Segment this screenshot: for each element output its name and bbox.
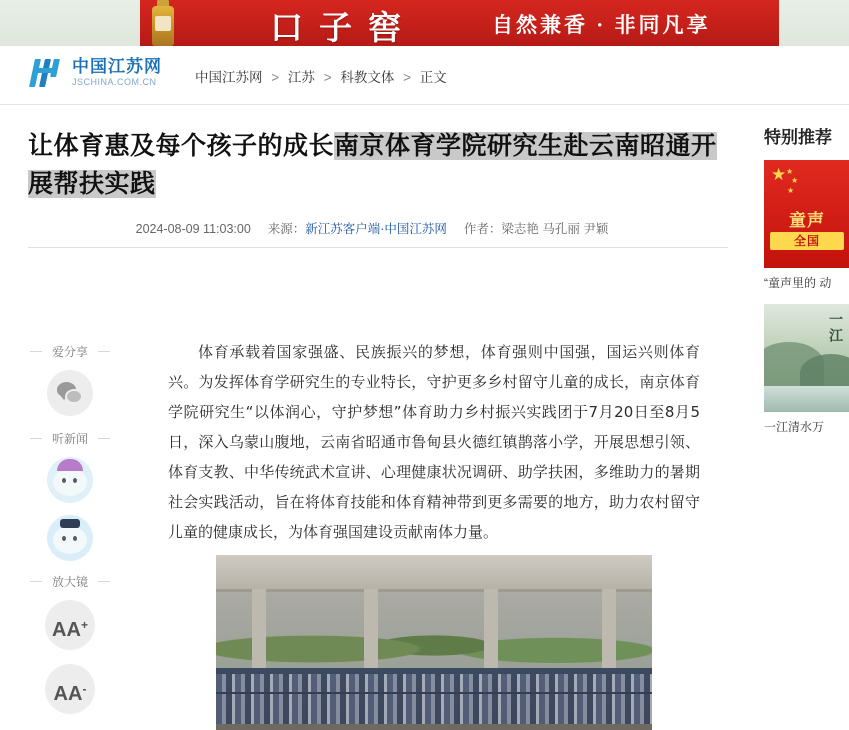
top-ad-banner[interactable] [0,0,849,46]
liquor-bottle-icon [150,0,176,46]
breadcrumb-item-0[interactable]: 中国江苏网 [195,70,263,85]
ad-subtitle: 自然兼香 · 非同凡享 [492,13,711,37]
zoom-section-title: 放大镜 [30,573,110,590]
article-photo [216,555,652,730]
font-decrease-label: AA [53,683,83,705]
source-value[interactable]: 新江苏客户端·中国江苏网 [305,222,447,236]
sidebar [760,105,849,436]
font-increase-button[interactable] [45,600,95,650]
breadcrumb [195,66,447,86]
font-increase-sign: + [80,618,88,632]
breadcrumb-item-1[interactable]: 江苏 [287,70,315,85]
font-increase-label: AA [52,619,81,641]
breadcrumb-item-3[interactable]: 正文 [419,70,447,85]
share-section-title: 爱分享 [30,343,110,360]
sidebar-thumb-text-0: 童声 [789,211,825,230]
ad-title: 口子窖 [270,11,417,46]
sidebar-caption-1[interactable]: 一江清水万 [764,420,825,434]
page-title [28,127,728,203]
logo-text-en: JSCHINA.COM.CN [72,77,157,87]
breadcrumb-sep-0: > [271,70,280,85]
headline-plain: 让体育惠及每个孩子的成长 [28,132,335,160]
headline-highlight: 南京体育学院研究生赴云南昭通开展帮扶实践 [28,132,717,198]
breadcrumb-sep-1: > [323,70,332,85]
font-decrease-sign: - [82,682,87,696]
wechat-icon [57,382,83,404]
sidebar-thumb-band-0: 全国 [770,232,844,250]
font-decrease-button[interactable] [45,664,95,714]
breadcrumb-sep-2: > [403,70,411,85]
sidebar-card-0[interactable] [764,160,849,292]
logo-text-cn: 中国江苏网 [72,57,162,76]
article-meta [0,219,744,237]
sidebar-thumb-scenic[interactable] [764,304,849,412]
author-value: 梁志艳 马孔丽 尹颖 [501,222,609,236]
ad-left-panel [0,0,140,46]
sidebar-title: 特别推荐 [764,128,832,147]
sidebar-thumb-flag[interactable]: ★ ★ ★ ★ 童声 全国 [764,160,849,268]
article-body [168,337,700,547]
site-logo[interactable] [30,56,162,90]
article-tools [30,343,110,728]
share-wechat-button[interactable] [47,370,93,416]
listen-section-title: 听新闻 [30,430,110,447]
author-label: 作者： [463,222,502,236]
voice-assistant-boy-icon[interactable] [47,515,93,561]
jschina-logo-icon [30,56,64,90]
article-datetime: 2024-08-09 11:03:00 [135,222,251,236]
meta-divider [28,247,728,248]
article-paragraph: 体育承载着国家强盛、民族振兴的梦想，体育强则中国强，国运兴则体育兴。为发挥体育学研究生的专业特长，守护更多乡村留守儿童的成长，南京体育学院研究生“以体润心，守护梦想”体育助力乡村振兴实践团于7月20日至8月5日，深入乌蒙山腹地，云南省昭通市鲁甸县火德红镇鹊落小学，开展思想引领、体育支教、中华传统武术宣讲、心理健康状况调研、助学扶困，多维助力的暑期社会实践活动，旨在将体育技能和体育精神带到更多需要的地方，助力农村留守儿童的健康成长，为体育强国建设贡献南体力量。 [168,343,700,541]
source-label: 来源： [267,222,306,236]
sidebar-thumb-text-1: 一江 [827,312,842,344]
sidebar-card-1[interactable] [764,304,849,436]
site-header [0,46,849,105]
voice-assistant-girl-icon[interactable] [47,457,93,503]
breadcrumb-item-2[interactable]: 科教文体 [340,70,395,85]
article-container [0,105,760,248]
ad-right-panel [779,0,849,46]
sidebar-caption-0[interactable]: “童声里的 动 [764,276,832,290]
